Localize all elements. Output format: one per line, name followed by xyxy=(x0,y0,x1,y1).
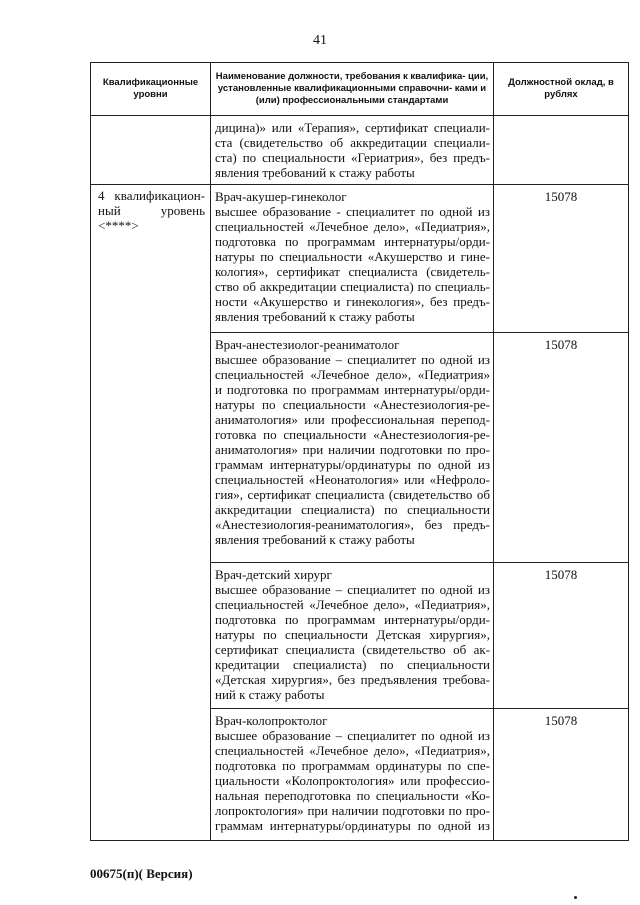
text-line: граммам интернатуры/ординатуры по одной из xyxy=(215,818,490,833)
salary-value: 15078 xyxy=(494,333,629,563)
text-line: натуры по специальности Детская хирургия», xyxy=(215,627,490,642)
text-line: высшее образование – специалитет по одной из xyxy=(215,352,490,367)
position-requirements xyxy=(211,185,494,333)
position-title: Врач-акушер-гинеколог xyxy=(215,189,347,204)
continuation-text xyxy=(211,116,494,185)
text-line: подготовка по программам интернатуры/орди- xyxy=(215,234,490,249)
level-number: 4 xyxy=(98,188,105,203)
level-word: квалификацион- xyxy=(114,188,205,203)
text-line: явления требований к стажу работы xyxy=(215,532,415,547)
text-line: высшее образование – специалитет по одной из xyxy=(215,582,490,597)
text-line: явления требований к стажу работы xyxy=(215,309,415,324)
text-line: специальностей «Лечебное дело», «Педиатрия», xyxy=(215,743,490,758)
salary-value: 15078 xyxy=(494,185,629,333)
text-line: ности «Акушерство и гинекология», без предъ- xyxy=(215,294,490,309)
empty-level-cell xyxy=(91,116,211,185)
text-line: ний к стажу работы xyxy=(215,687,325,702)
text-line: ство об аккредитации специалиста) по специаль- xyxy=(215,279,490,294)
position-requirements xyxy=(211,333,494,563)
position-requirements xyxy=(211,563,494,709)
text-line: натуры по специальности «Акушерство и гине- xyxy=(215,249,490,264)
header-salary: Должностной оклад, в рублях xyxy=(494,63,629,116)
position-row xyxy=(91,185,629,333)
text-line: гия», сертификат специалиста (свидетельство об xyxy=(215,487,490,502)
text-line: подготовка по программам интернатуры/орди- xyxy=(215,612,490,627)
qualification-level-cell xyxy=(91,185,211,841)
empty-salary-cell xyxy=(494,116,629,185)
level-word: уровень xyxy=(160,203,205,218)
text-line: аккредитации специалиста) по специальности xyxy=(215,502,490,517)
table-header-row xyxy=(91,63,629,116)
document-version: ( Версия) xyxy=(138,866,193,881)
text-line: циальности «Колопроктология» или профессио- xyxy=(215,773,490,788)
text-line: специальностей «Неонатология» или «Нефроло- xyxy=(215,472,490,487)
position-title: Врач-анестезиолог-реаниматолог xyxy=(215,337,400,352)
header-position-requirements: Наименование должности, требования к квалифика- ции, установленные квалификационными справочни- ками и (или) профессиональными стандартами xyxy=(211,63,494,116)
text-line: специальностей «Лечебное дело», «Педиатрия», xyxy=(215,219,490,234)
text-line: готовка по специальности «Анестезиология-ре- xyxy=(215,427,490,442)
text-line: аниматология» при наличии подготовки по про- xyxy=(215,442,490,457)
level-word: ный xyxy=(98,203,121,218)
salary-value: 15078 xyxy=(494,563,629,709)
text-line: нальная переподготовка по специальности «Ко- xyxy=(215,788,490,803)
page-number: 41 xyxy=(313,33,327,48)
text-line: высшее образование - специалитет по одной из xyxy=(215,204,490,219)
document-footer xyxy=(90,866,193,882)
salary-value: 15078 xyxy=(494,709,629,841)
text-line: «Детская хирургия», без предъявления требова- xyxy=(215,672,490,687)
level-footnote-mark: <****> xyxy=(98,218,139,233)
document-code: 00675(п) xyxy=(90,866,139,881)
text-line: и подготовка по программам интернатуры/орди- xyxy=(215,382,490,397)
text-line: «Анестезиология-реаниматология», без предъ- xyxy=(215,517,490,532)
text-line: кредитации специалиста) по специальности xyxy=(215,657,490,672)
continuation-row xyxy=(91,116,629,185)
text-line: ста) по специальности «Гериатрия», без предъ- xyxy=(215,150,490,165)
scan-speck xyxy=(574,896,577,899)
qualification-table xyxy=(90,62,629,841)
text-line: кология», сертификат специалиста (свидетель- xyxy=(215,264,490,279)
position-requirements xyxy=(211,709,494,841)
position-title: Врач-колопроктолог xyxy=(215,713,328,728)
text-line: ста (свидетельство об аккредитации специали- xyxy=(215,135,490,150)
text-line: натуры по специальности «Анестезиология-ре- xyxy=(215,397,490,412)
text-line: подготовка по программам ординатуры по спе- xyxy=(215,758,490,773)
header-qualification-levels: Квалификационные уровни xyxy=(91,63,211,116)
text-line: граммам интернатуры/ординатуры по одной из xyxy=(215,457,490,472)
text-line: специальностей «Лечебное дело», «Педиатрия», xyxy=(215,597,490,612)
text-line: явления требований к стажу работы xyxy=(215,165,415,180)
text-line: дицина)» или «Терапия», сертификат специали- xyxy=(215,120,490,135)
position-title: Врач-детский хирург xyxy=(215,567,332,582)
text-line: лопроктология» при наличии подготовки по про- xyxy=(215,803,490,818)
text-line: сертификат специалиста (свидетельство об ак- xyxy=(215,642,490,657)
text-line: высшее образование – специалитет по одной из xyxy=(215,728,490,743)
text-line: аниматология» или профессиональная перепод- xyxy=(215,412,490,427)
text-line: специальностей «Лечебное дело», «Педиатрия» xyxy=(215,367,490,382)
